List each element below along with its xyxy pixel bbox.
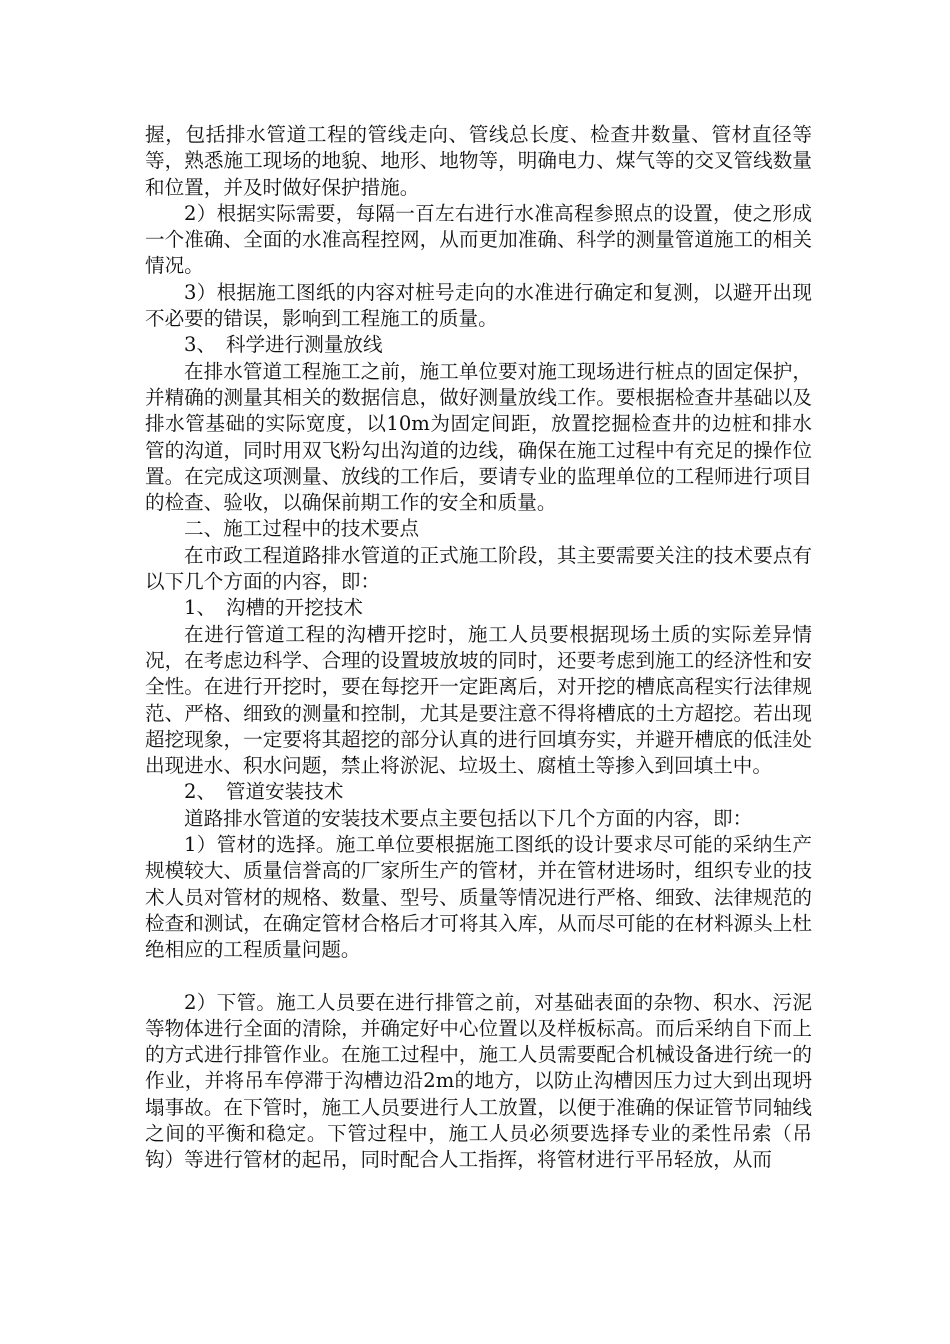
paragraph-survey-continuation: 握，包括排水管道工程的管线走向、管线总长度、检查井数量、管材直径等等，熟悉施工现场的地貌、地形、地物等，明确电力、煤气等的交叉管线数量和位置，并及时做好保护措施。 [145, 123, 812, 199]
paragraph-trench-excavation: 在进行管道工程的沟槽开挖时，施工人员要根据现场土质的实际差异情况，在考虑边科学、合理的设置坡放坡的同时，还要考虑到施工的经济性和安全性。在进行开挖时，要在每挖开一定距离后，对开挖的槽底高程实行法律规范、严格、细致的测量和控制，尤其是要注意不得将槽底的土方超挖。若出现超挖现象，一定要将其超挖的部分认真的进行回填夯实，并避开槽底的低洼处出现进水、积水问题，禁止将淤泥、垃圾土、腐植土等掺入到回填土中。 [145, 622, 812, 778]
document-body [145, 122, 812, 1174]
paragraph-survey-layout: 在排水管道工程施工之前，施工单位要对施工现场进行桩点的固定保护，并精确的测量其相关的数据信息，做好测量放线工作。要根据检查井基础以及排水管基础的实际宽度，以10m为固定间距，放置挖掘检查井的边桩和排水管的沟道，同时用双飞粉勾出沟道的边线，确保在施工过程中有充足的操作位置。在完成这项测量、放线的工作后，要请专业的监理单位的工程师进行项目的检查、验收，以确保前期工作的安全和质量。 [145, 359, 812, 515]
paragraph-key-points-intro: 在市政工程道路排水管道的正式施工阶段，其主要需要关注的技术要点有以下几个方面的内容，即： [145, 543, 812, 594]
heading-trench-excavation: 1、 沟槽的开挖技术 [184, 596, 364, 620]
heading-construction-key-points: 二、施工过程中的技术要点 [184, 517, 420, 541]
paragraph-pipe-selection: 1）管材的选择。施工单位要根据施工图纸的设计要求尽可能的采纳生产规模较大、质量信誉高的厂家所生产的管材，并在管材进场时，组织专业的技术人员对管材的规格、数量、型号、质量等情况进行严格、细致、法律规范的检查和测试，在确定管材合格后才可将其入库，从而尽可能的在材料源头上杜绝相应的工程质量问题。 [145, 833, 812, 962]
paragraph-benchmark-setup: 2）根据实际需要，每隔一百左右进行水准高程参照点的设置，使之形成一个准确、全面的水准高程控网，从而更加准确、科学的测量管道施工的相关情况。 [145, 201, 812, 278]
heading-pipe-installation: 2、 管道安装技术 [184, 780, 344, 804]
paragraph-installation-intro: 道路排水管道的安装技术要点主要包括以下几个方面的内容，即： [184, 806, 753, 830]
paragraph-pipe-lowering: 2）下管。施工人员要在进行排管之前，对基础表面的杂物、积水、污泥等物体进行全面的清除，并确定好中心位置以及样板标高。而后采纳自下而上的方式进行排管作业。在施工过程中，施工人员需要配合机械设备进行统一的作业，并将吊车停滞于沟槽边沿2m的地方，以防止沟槽因压力过大到出现坍塌事故。在下管时，施工人员要进行人工放置，以便于准确的保证管节同轴线之间的平衡和稳定。下管过程中，施工人员必须要选择专业的柔性吊索（吊钩）等进行管材的起吊，同时配合人工指挥，将管材进行平吊轻放，从而 [145, 990, 812, 1172]
paragraph-stake-leveling: 3）根据施工图纸的内容对桩号走向的水准进行确定和复测，以避开出现不必要的错误，影响到工程施工的质量。 [145, 280, 812, 331]
heading-survey-layout: 3、 科学进行测量放线 [184, 333, 383, 357]
